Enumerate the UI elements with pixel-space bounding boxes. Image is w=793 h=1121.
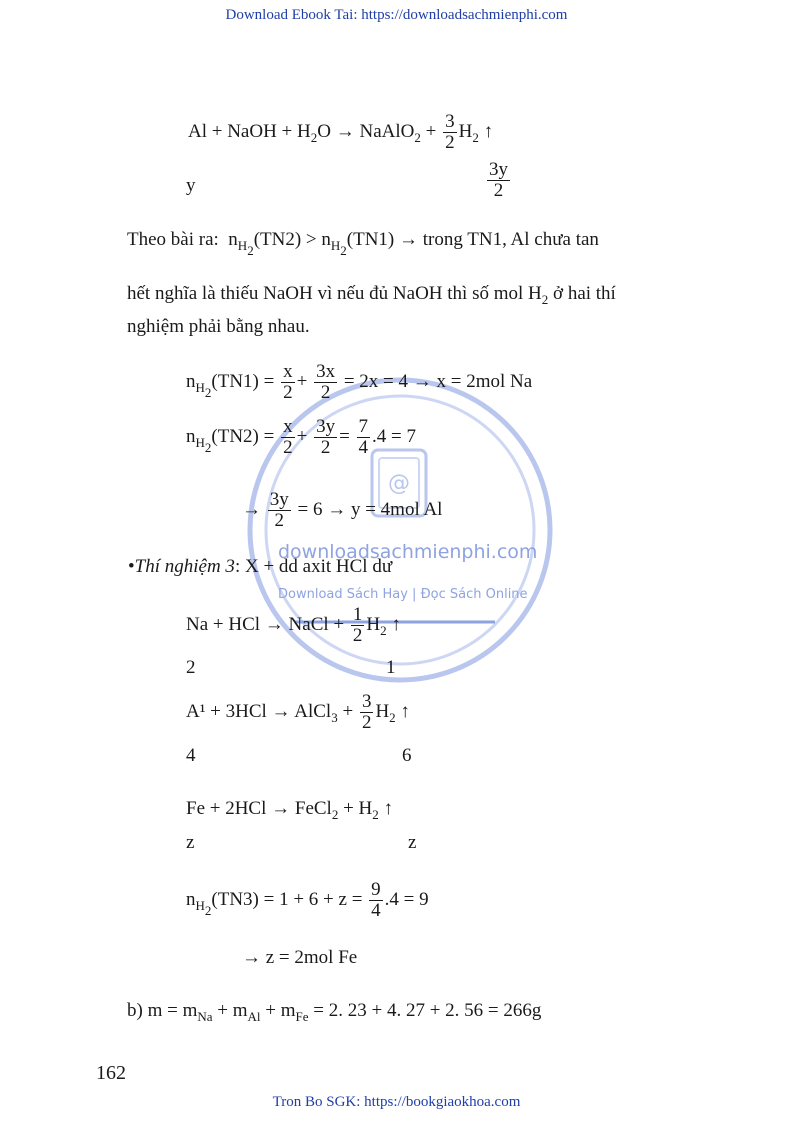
- mol-fe: z: [186, 832, 195, 853]
- calc-tn1: $n_{H_2}(TN1)$ = $\frac{x}{2}$ + $\frac{3x}{2}$ = 2x = 4 → x = 2mol Na: [186, 361, 533, 403]
- page-number: 162: [96, 1062, 126, 1084]
- mol-al: y: [186, 175, 196, 196]
- mol-h2-r3: z: [408, 832, 417, 853]
- mol-na: 2: [186, 657, 196, 678]
- svg-text:@: @: [388, 471, 410, 496]
- mol-al-r2: 4: [186, 745, 196, 766]
- watermark-tagline: Download Sách Hay | Đọc Sách Online: [278, 587, 528, 602]
- text-nghiem: nghiệm phải bằng nhau.: [127, 316, 310, 337]
- reaction-al-hcl: A¹ + 3HCl → AlCl$_3$ + $\frac{3}{2}$ $H_2$ ↑: [186, 691, 410, 733]
- watermark-url: downloadsachmienphi.com: [278, 541, 538, 563]
- part-b-mass: b) $m = m_{Na} + m_{Al} + m_{Fe} = 2$. 23 + 4. 27 + 2. 56 = 266g: [127, 1000, 542, 1024]
- text-het-nghia: hết nghĩa là thiếu NaOH vì nếu đủ NaOH thì số mol $H_2$ ở hai thí: [127, 283, 616, 307]
- page-header[interactable]: Download Ebook Tai: https://downloadsachmienphi.com: [225, 7, 568, 23]
- calc-z: → z = 2mol Fe: [242, 947, 358, 968]
- calc-tn3: $n_{H_2}(TN3) = 1 + 6 + z$ = $\frac{9}{4}$ .4 = 9: [186, 879, 429, 921]
- mol-h2-r1: 1: [386, 657, 396, 678]
- mol-h2-r2: 6: [402, 745, 412, 766]
- mol-h2: $\frac{3y}{2}$: [489, 159, 508, 201]
- equation-al-naoh: Al + NaOH + $H_2O$ → NaAlO$_2$ + $\frac{3}{2}$ $H_2$ ↑: [188, 111, 494, 153]
- reaction-fe-hcl: Fe + 2HCl → FeCl$_2$ + $H_2$ ↑: [186, 798, 394, 822]
- experiment-3-heading: •Thí nghiệm 3: X + dd axit HCl dư: [128, 556, 393, 577]
- page-footer[interactable]: Tron Bo SGK: https://bookgiaokhoa.com: [272, 1094, 521, 1110]
- calc-tn2: $n_{H_2}(TN2)$ = $\frac{x}{2}$ + $\frac{3y}{2}$ = $\frac{7}{4}$ .4 = 7: [186, 416, 416, 458]
- text-theo-bai-ra: Theo bài ra: $n_{H_2}(TN2) > n_{H_2}(TN1)$ → trong TN1, Al chưa tan: [127, 229, 599, 258]
- reaction-na-hcl: Na + HCl → NaCl + $\frac{1}{2}$ $H_2$ ↑: [186, 604, 401, 646]
- calc-y: → $\frac{3y}{2}$ = 6 → y = 4mol Al: [242, 489, 443, 531]
